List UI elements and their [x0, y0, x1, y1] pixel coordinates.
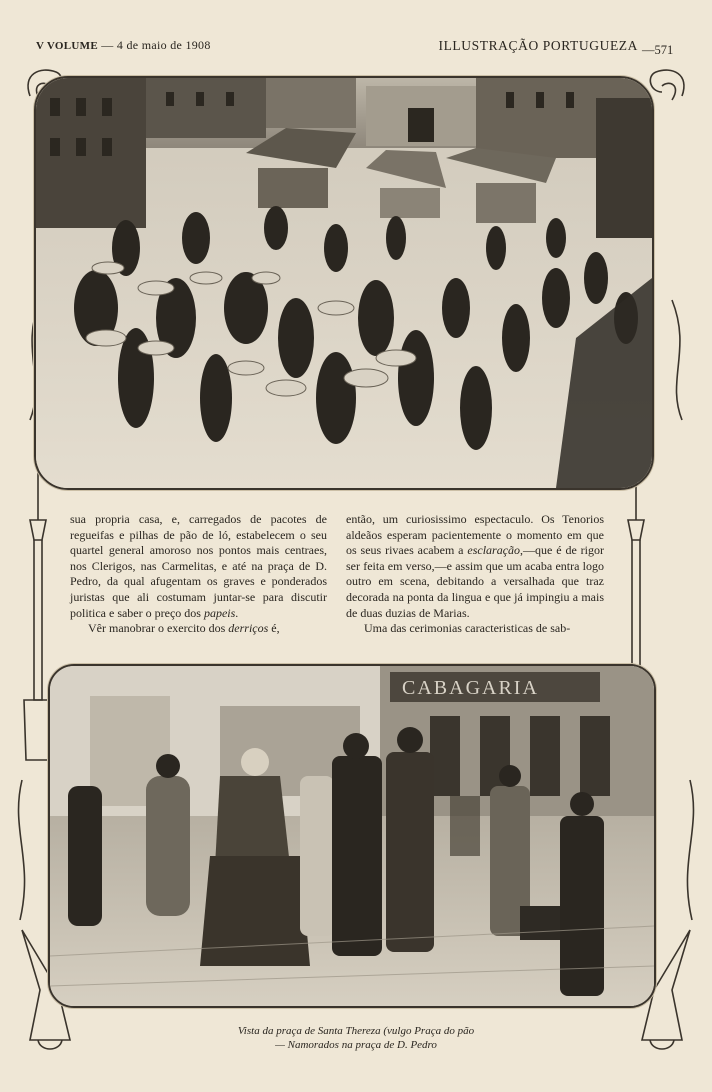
paragraph-text: Vêr manobrar o exercito dos	[88, 621, 226, 636]
street-scene-illustration	[50, 666, 654, 1006]
page-header	[0, 38, 712, 60]
market-square-illustration	[36, 78, 652, 488]
article-column-left	[70, 512, 327, 637]
street-scene-photo	[48, 664, 656, 1008]
paragraph	[346, 621, 604, 637]
paragraph	[70, 512, 327, 621]
page-number: —571	[642, 43, 674, 57]
shop-sign: CABAGARIA	[402, 677, 539, 699]
issue-date: — 4 de maio de 1908	[101, 38, 211, 52]
paragraph-text: então, um curiosissimo espectaculo. Os Tenorios aldeãos esperam pacientemente o momento em que os seus rivaes acabem a	[346, 512, 604, 558]
publication-title: ILLUSTRAÇÃO PORTUGUEZA	[438, 38, 638, 53]
italic-term: derriços	[228, 621, 269, 636]
paragraph-text: Uma das cerimonias caracteristicas de sab-	[364, 621, 571, 636]
article-column-right	[346, 512, 604, 637]
market-square-photo	[34, 76, 654, 490]
italic-term: esclaração	[467, 543, 521, 558]
paragraph	[346, 512, 604, 621]
paragraph-text: é,	[268, 621, 280, 636]
photo-caption	[150, 1024, 562, 1052]
italic-term: papeis	[203, 605, 236, 620]
caption-line: — Namorados na praça de D. Pedro	[275, 1039, 437, 1051]
paragraph-text: sua propria casa, e, carregados de pacotes de regueifas e pilhas de pão de ló, estabelecem o seu quartel general amoroso nos pontos mais centraes, nos Clerigos, nas Carmelitas, e até na praça de D. Pedro, da qual afugentam os graves e ponderados juristas que ali costumam juntar-se para discutir politica e saber o preço dos	[70, 512, 327, 620]
paragraph-text: ,—que é de rigor ser feita em verso,—e assim que um acaba entra logo outro em scena, debitando a versalhada que traz decorada na ponta da lingua e que já impingiu a mais de duas duzias de Marias.	[346, 543, 605, 620]
header-volume-date	[36, 38, 211, 53]
volume-label: V VOLUME	[36, 40, 98, 52]
paragraph	[70, 621, 327, 637]
paragraph-text: .	[235, 605, 239, 620]
caption-line: Vista da praça de Santa Thereza (vulgo Praça do pão	[237, 1025, 475, 1037]
